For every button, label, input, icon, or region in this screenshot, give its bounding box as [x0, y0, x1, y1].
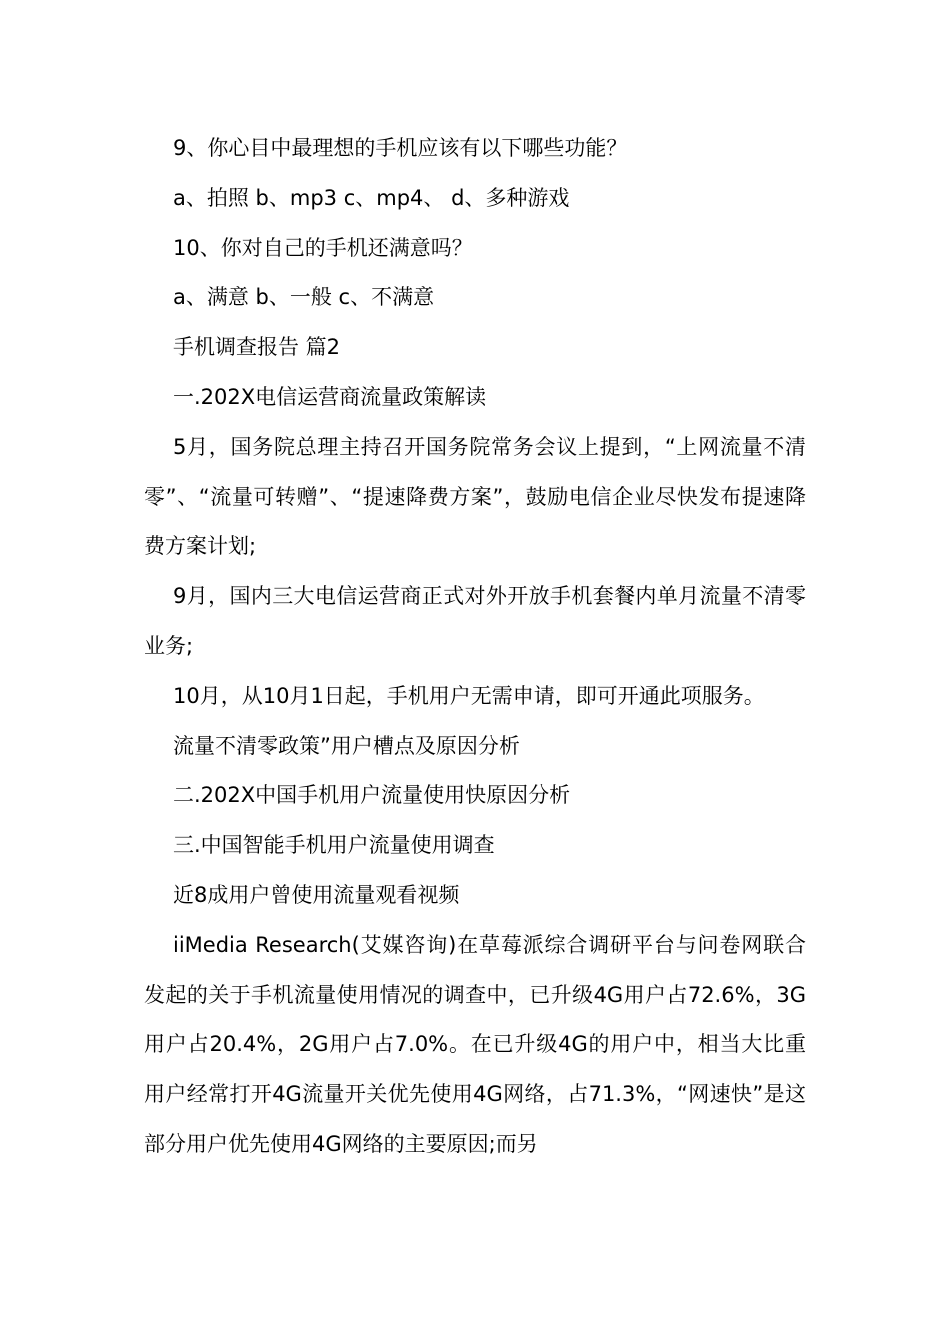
subheading-complaints: 流量不清零政策”用户槽点及原因分析 — [173, 733, 520, 758]
paragraph-survey: iiMedia Research(艾媒咨询)在草莓派综合调研平台与问卷网联合发起的关于手机流量使用情况的调查中，已升级4G用户占72.6%，3G用户占20.4%，2G用户占7.0%。在已升级4G的用户中，相当大比重用户经常打开4G流量开关优先使用4G网络，占71.3%，“网速快”是这部分用户优先使用4G网络的主要原因;而另 — [144, 932, 806, 1156]
question-9: 9、你心目中最理想的手机应该有以下哪些功能？ — [173, 136, 628, 160]
question-10-options: a、满意 b、一般 c、不满意 — [173, 285, 435, 310]
paragraph-may: 5月，国务院总理主持召开国务院常务会议上提到，“上网流量不清零”、“流量可转赠”、“提速降费方案”，鼓励电信企业尽快发布提速降费方案计划; — [144, 434, 806, 559]
section-heading-3: 三.中国智能手机用户流量使用调查 — [173, 833, 495, 858]
document-body — [144, 124, 806, 1170]
paragraph-september: 9月，国内三大电信运营商正式对外开放手机套餐内单月流量不清零业务; — [144, 584, 806, 658]
section-heading-1: 一.202X电信运营商流量政策解读 — [173, 384, 487, 409]
report-title: 手机调查报告 篇2 — [173, 335, 341, 360]
section-heading-2: 二.202X中国手机用户流量使用快原因分析 — [173, 783, 571, 808]
paragraph-october: 10月，从10月1日起，手机用户无需申请，即可开通此项服务。 — [173, 683, 765, 708]
question-10: 10、你对自己的手机还满意吗？ — [173, 235, 473, 260]
subheading-video: 近8成用户曾使用流量观看视频 — [173, 882, 460, 907]
question-9-options: a、拍照 b、mp3 c、mp4、 d、多种游戏 — [173, 185, 570, 210]
